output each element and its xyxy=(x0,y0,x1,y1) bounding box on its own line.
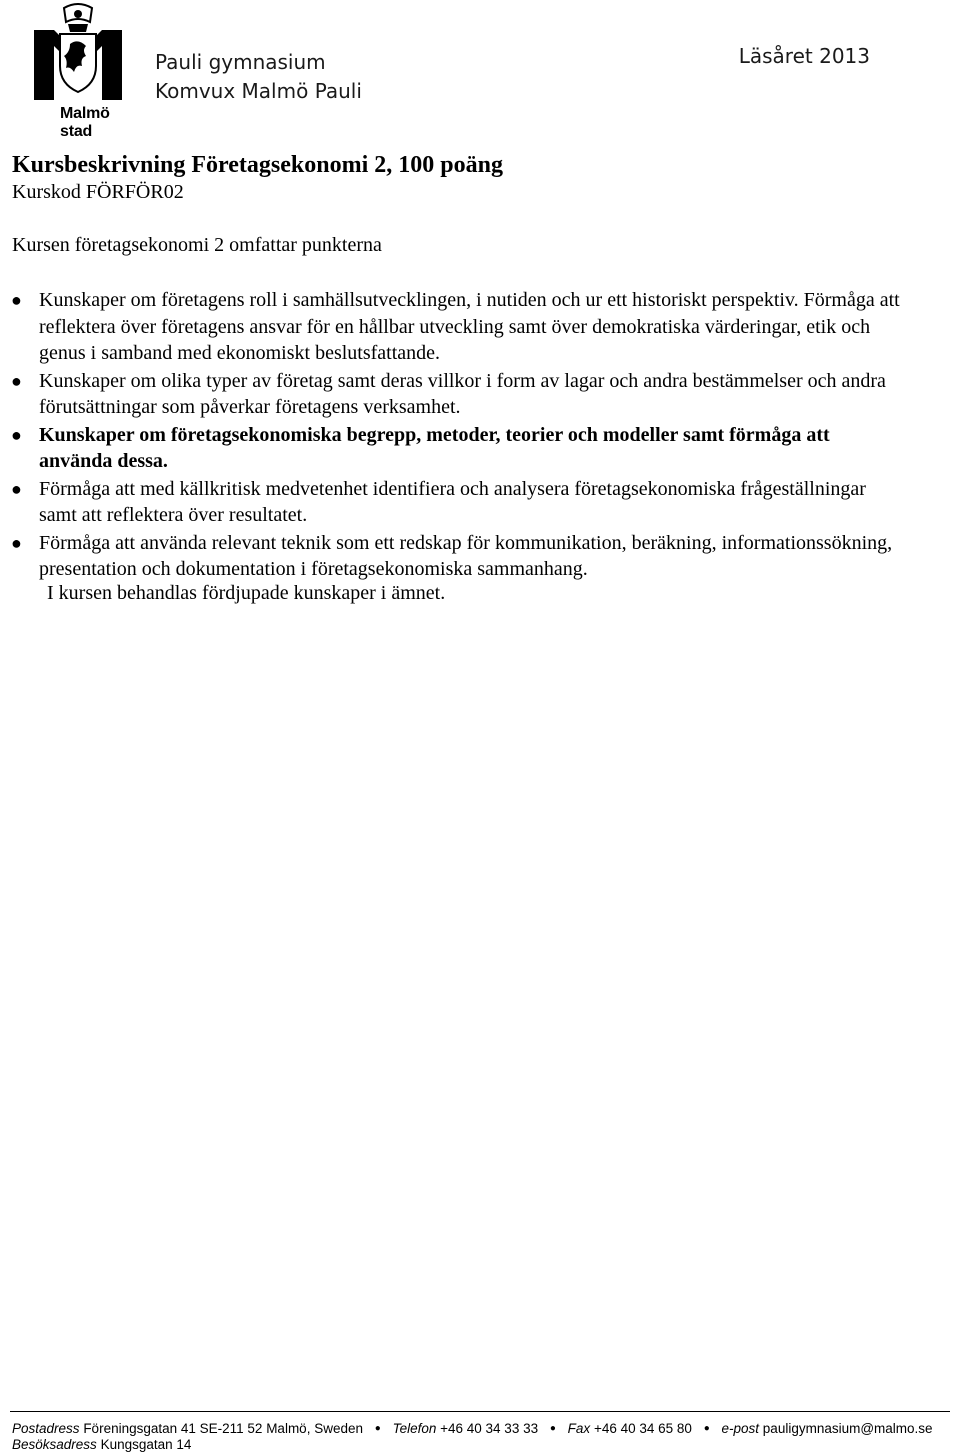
fax-label: Fax xyxy=(567,1421,591,1436)
visit-address: Kungsgatan 14 xyxy=(100,1437,192,1452)
footer xyxy=(12,1421,933,1453)
bullet-icon: ● xyxy=(11,424,22,445)
course-code: Kurskod FÖRFÖR02 xyxy=(12,181,184,203)
phone-number: +46 40 34 33 33 xyxy=(440,1421,539,1436)
school-name-line2: Komvux Malmö Pauli xyxy=(155,79,362,103)
malmo-crest-icon xyxy=(28,0,128,104)
phone-label: Telefon xyxy=(392,1421,437,1436)
list-item xyxy=(0,368,900,421)
postal-label: Postadress xyxy=(12,1421,80,1436)
list-item xyxy=(0,476,900,529)
logo-caption: Malmö stad xyxy=(60,105,110,140)
separator-dot-icon: ● xyxy=(549,1423,556,1434)
visit-label: Besöksadress xyxy=(12,1437,97,1452)
closing-text: I kursen behandlas fördjupade kunskaper i ämnet. xyxy=(47,582,446,604)
malmo-stad-logo xyxy=(28,0,128,140)
footer-line1 xyxy=(12,1421,933,1437)
document-title: Kursbeskrivning Företagsekonomi 2, 100 poäng xyxy=(12,152,503,178)
list-item-text: Kunskaper om företagsekonomiska begrepp, metoder, teorier och modeller samt förmåga att använda dessa. xyxy=(39,423,830,472)
bullet-icon: ● xyxy=(11,478,22,499)
bullet-icon: ● xyxy=(11,370,22,391)
list-item-text: Kunskaper om företagens roll i samhällsutvecklingen, i nutiden och ur ett historiskt perspektiv. Förmåga att reflektera över företagens ansvar för en hållbar utveckling samt över demokratiska värderingar, etik och genus i samband med ekonomiskt beslutsfattande. xyxy=(39,289,900,364)
school-year: Läsåret 2013 xyxy=(738,44,870,68)
bullet-icon: ● xyxy=(11,532,22,553)
list-item-text: Förmåga att använda relevant teknik som ett redskap för kommunikation, beräkning, informationssökning, presentation och dokumentation i företagsekonomiska sammanhang. xyxy=(39,531,893,580)
intro-text: Kursen företagsekonomi 2 omfattar punkterna xyxy=(12,234,382,256)
footer-divider xyxy=(10,1411,950,1412)
email-label: e-post xyxy=(721,1421,760,1436)
list-item-text: Förmåga att med källkritisk medvetenhet identifiera och analysera företagsekonomiska frågeställningar samt att reflektera över resultatet. xyxy=(39,477,866,526)
list-item xyxy=(0,530,900,583)
school-name-line1: Pauli gymnasium xyxy=(155,50,326,74)
separator-dot-icon: ● xyxy=(374,1423,381,1434)
footer-line2 xyxy=(12,1437,933,1453)
separator-dot-icon: ● xyxy=(703,1423,710,1434)
school-name xyxy=(155,48,362,106)
list-item xyxy=(0,287,900,367)
course-items-list xyxy=(0,287,900,584)
email-address[interactable]: pauligymnasium@malmo.se xyxy=(762,1421,933,1436)
list-item xyxy=(0,422,900,475)
list-item-text: Kunskaper om olika typer av företag samt deras villkor i form av lagar och andra bestämmelser och andra förutsättningar som påverkar företagens verksamhet. xyxy=(39,369,886,418)
fax-number: +46 40 34 65 80 xyxy=(593,1421,692,1436)
postal-address: Föreningsgatan 41 SE-211 52 Malmö, Sweden xyxy=(83,1421,363,1436)
bullet-icon: ● xyxy=(11,290,22,310)
